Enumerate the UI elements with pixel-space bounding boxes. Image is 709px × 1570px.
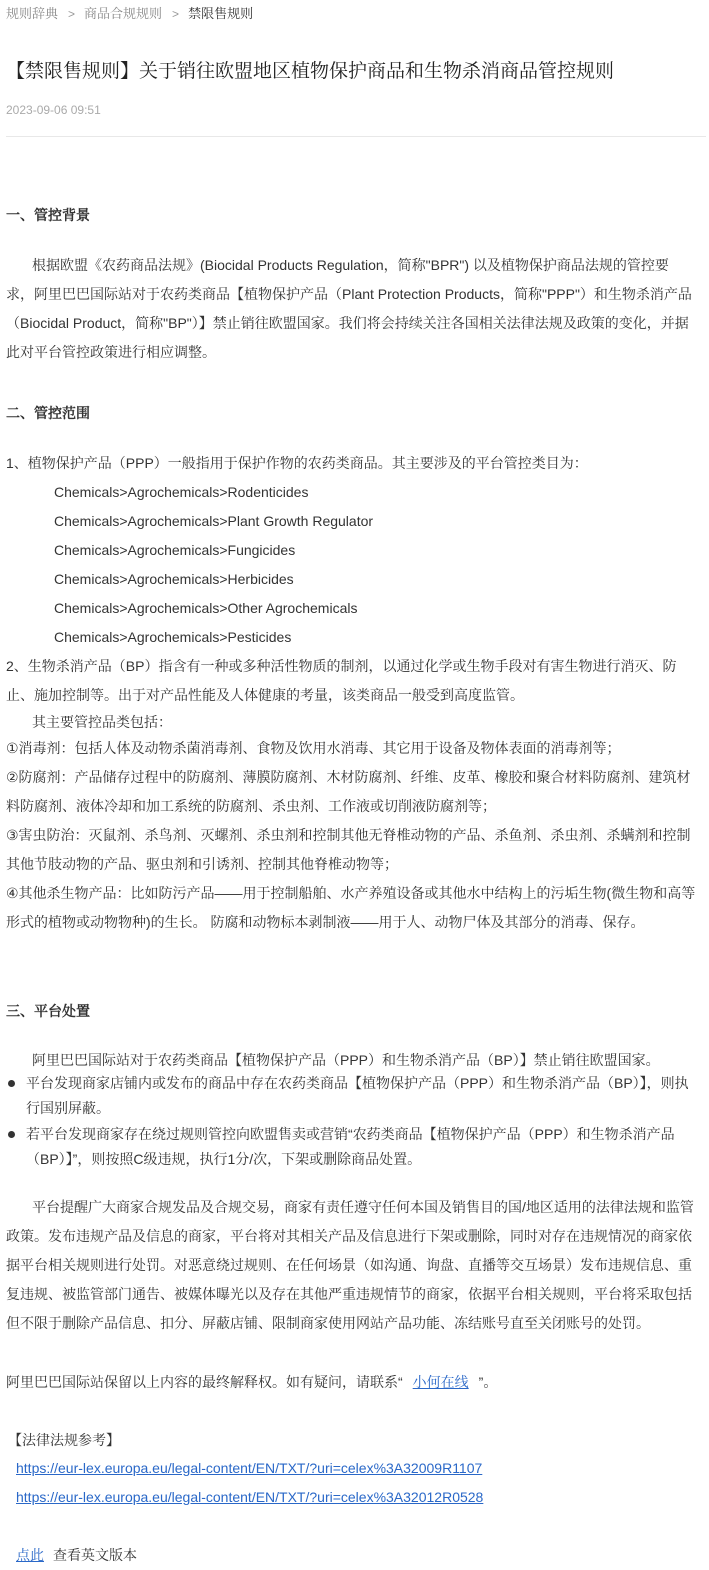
bp-item-pest-control: ③害虫防治：灭鼠剂、杀鸟剂、灭螺剂、杀虫剂和控制其他无脊椎动物的产品、杀鱼剂、杀虫剂、杀螨剂和控制其他节肢动物的产品、驱虫剂和引诱剂、控制其他脊椎动物等；: [6, 827, 691, 872]
bullet-icon: [8, 1131, 15, 1138]
section-heading-enforcement: 三、平台处置: [6, 1003, 90, 1019]
category-item: Chemicals>Agrochemicals>Plant Growth Regulator: [54, 513, 374, 529]
category-item: Chemicals>Agrochemicals>Rodenticides: [54, 484, 309, 500]
bp-item-preservative: ②防腐剂：产品储存过程中的防腐剂、薄膜防腐剂、木材防腐剂、纤维、皮革、橡胶和聚合材料防腐剂、建筑材料防腐剂、液体冷却和加工系统的防腐剂、杀虫剂、工作液或切削液防腐剂等；: [6, 769, 691, 814]
chevron-right-icon: >: [68, 7, 76, 21]
bp-item-disinfectant: ①消毒剂：包括人体及动物杀菌消毒剂、食物及饮用水消毒、其它用于设备及物体表面的消毒剂等；: [6, 740, 621, 756]
bp-sub-heading: 其主要管控品类包括：: [32, 714, 172, 730]
breadcrumb-current: 禁限售规则: [188, 6, 254, 21]
ppp-intro: 1、植物保护产品（PPP）一般指用于保护作物的农药类商品。其主要涉及的平台管控类目为：: [6, 455, 588, 471]
english-version-row: [16, 1545, 137, 1565]
bullet-icon: [8, 1080, 15, 1087]
breadcrumb-item-product-compliance[interactable]: 商品合规规则: [84, 6, 163, 21]
final-statement-end: ”。: [478, 1374, 498, 1390]
english-version-link[interactable]: 点此: [16, 1547, 44, 1563]
bp-item-other-biocides: ④其他杀生物产品：比如防污产品——用于控制船舶、水产养殖设备或其他水中结构上的污垢生物(微生物和高等形式的植物或动物物种)的生长。 防腐和动物标本剥制液——用于人、动物尸体及其部分的消毒、保存。: [6, 885, 696, 930]
bullet-text: 若平台发现商家存在绕过规则管控向欧盟售卖或营销“农药类商品【植物保护产品（PPP）和生物杀消产品（BP）】”，则按照C级违规，执行1分/次，下架或删除商品处置。: [26, 1126, 675, 1167]
divider: [6, 136, 706, 137]
final-statement: [6, 1372, 497, 1392]
reference-link-ppp-regulation[interactable]: https://eur-lex.europa.eu/legal-content/EN/TXT/?uri=celex%3A32009R1107: [16, 1460, 483, 1476]
breadcrumb: [6, 5, 253, 23]
contact-support-link[interactable]: 小何在线: [412, 1374, 469, 1390]
reminder-paragraph: 平台提醒广大商家合规发品及合规交易，商家有责任遵守任何本国及销售目的国/地区适用的法律法规和监管政策。发布违规产品及信息的商家，平台将对其相关产品及信息进行下架或删除，同时对存在违规情况的商家依据平台相关规则进行处罚。对恶意绕过规则、在任何场景（如沟通、询盘、直播等交互场景）发布违规信息、重复违规、被监管部门通告、被媒体曝光以及存在其他严重违规情节的商家，依据平台相关规则，平台将采取包括但不限于删除产品信息、扣分、屏蔽店铺、限制商家使用网站产品功能、冻结账号直至关闭账号的处罚。: [6, 1199, 694, 1331]
breadcrumb-item-rules-dictionary[interactable]: 规则辞典: [6, 6, 59, 21]
section-heading-scope: 二、管控范围: [6, 405, 90, 421]
section-heading-background: 一、管控背景: [6, 207, 90, 223]
reference-link-bpr-regulation[interactable]: https://eur-lex.europa.eu/legal-content/EN/TXT/?uri=celex%3A32012R0528: [16, 1489, 484, 1505]
list-item: [6, 1071, 696, 1121]
chevron-right-icon: >: [172, 7, 180, 21]
english-version-label: 查看英文版本: [53, 1547, 137, 1563]
page-title: 【禁限售规则】关于销往欧盟地区植物保护商品和生物杀消商品管控规则: [6, 61, 615, 82]
publish-date: 2023-09-06 09:51: [6, 103, 101, 117]
enforcement-intro: 阿里巴巴国际站对于农药类商品【植物保护产品（PPP）和生物杀消产品（BP）】禁止销往欧盟国家。: [32, 1052, 660, 1068]
category-item: Chemicals>Agrochemicals>Pesticides: [54, 629, 292, 645]
bullet-text: 平台发现商家店铺内或发布的商品中存在农药类商品【植物保护产品（PPP）和生物杀消产品（BP）】，则执行国别屏蔽。: [26, 1075, 689, 1116]
category-item: Chemicals>Agrochemicals>Other Agrochemicals: [54, 600, 358, 616]
background-paragraph: 根据欧盟《农药商品法规》(Biocidal Products Regulation，简称"BPR") 以及植物保护商品法规的管控要求，阿里巴巴国际站对于农药类商品【植物保护产品（Plant Protection Products，简称"PPP"）和生物杀消产品（Biocidal Product，简称"BP"）】禁止销往欧盟国家。我们将会持续关注各国相关法律法规及政策的变化，并据此对平台管控政策进行相应调整。: [6, 257, 692, 360]
references-heading: 【法律法规参考】: [8, 1432, 120, 1448]
category-item: Chemicals>Agrochemicals>Fungicides: [54, 542, 296, 558]
category-item: Chemicals>Agrochemicals>Herbicides: [54, 571, 294, 587]
final-statement-text: 阿里巴巴国际站保留以上内容的最终解释权。如有疑问，请联系“: [6, 1374, 403, 1390]
list-item: [6, 1122, 696, 1172]
bp-intro: 2、生物杀消产品（BP）指含有一种或多种活性物质的制剂，以通过化学或生物手段对有害生物进行消灭、防止、施加控制等。出于对产品性能及人体健康的考量，该类商品一般受到高度监管。: [6, 658, 677, 703]
